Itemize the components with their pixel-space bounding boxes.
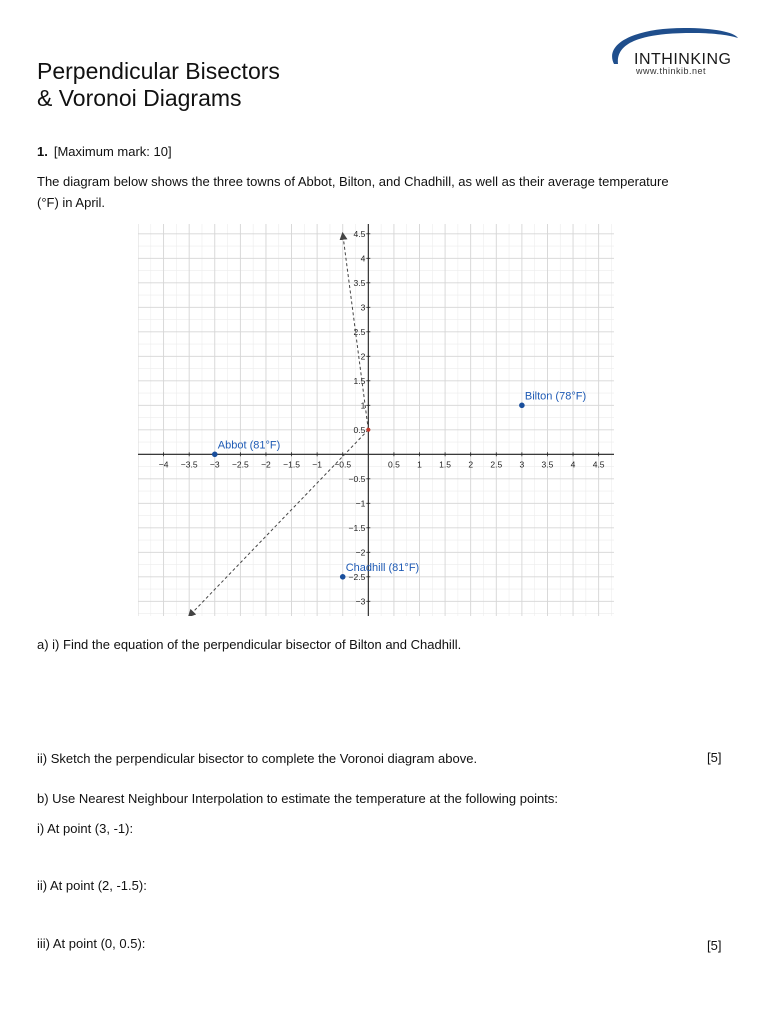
max-mark: [Maximum mark: 10] xyxy=(53,144,172,159)
town-label: Abbot (81°F) xyxy=(217,439,281,452)
x-tick-label: 1 xyxy=(417,459,422,470)
question-number: 1. xyxy=(37,144,48,159)
x-tick-label: −2.5 xyxy=(231,459,249,470)
part-b: b) Use Nearest Neighbour Interpolation to estimate the temperature at the following points: xyxy=(37,791,559,806)
x-tick-label: 3 xyxy=(519,459,525,470)
x-tick-label: 2.5 xyxy=(490,459,503,470)
x-tick-label: −0.5 xyxy=(334,459,352,470)
y-tick-label: 2.5 xyxy=(353,326,366,337)
town-label: Bilton (78°F) xyxy=(524,390,587,403)
y-tick-label: −1 xyxy=(355,498,366,509)
y-tick-label: 3 xyxy=(360,302,366,313)
x-tick-label: 3.5 xyxy=(541,459,554,470)
logo-url: www.thinkib.net xyxy=(636,66,707,76)
x-tick-label: 2 xyxy=(468,459,474,470)
town-point xyxy=(519,403,525,409)
part-a-ii: ii) Sketch the perpendicular bisector to complete the Voronoi diagram above. xyxy=(37,751,478,766)
y-tick-label: 2 xyxy=(360,351,366,362)
y-tick-label: 4 xyxy=(360,253,366,264)
y-tick-label: 3.5 xyxy=(353,277,366,288)
town-label: Chadhill (81°F) xyxy=(345,561,420,574)
town-point xyxy=(212,452,218,458)
x-tick-label: 1.5 xyxy=(439,459,452,470)
x-tick-label: 0.5 xyxy=(387,459,400,470)
y-tick-label: 4.5 xyxy=(353,228,366,239)
y-tick-label: −2 xyxy=(355,547,366,558)
y-tick-label: 0.5 xyxy=(353,424,366,435)
x-tick-label: −1 xyxy=(312,459,322,470)
x-tick-label: −3 xyxy=(209,459,220,470)
x-tick-label: 4 xyxy=(570,459,576,470)
voronoi-graph xyxy=(138,224,614,616)
x-tick-label: −4 xyxy=(158,459,169,470)
y-tick-label: −2.5 xyxy=(348,571,366,582)
title-line-1: Perpendicular Bisectors xyxy=(37,58,280,84)
part-b-marks: [5] xyxy=(707,938,722,953)
inthinking-logo xyxy=(604,24,740,82)
x-tick-label: −2 xyxy=(261,459,271,470)
y-tick-label: 1.5 xyxy=(353,375,366,386)
part-a-marks: [5] xyxy=(707,750,722,765)
part-b-ii: ii) At point (2, -1.5): xyxy=(37,878,147,893)
part-b-iii: iii) At point (0, 0.5): xyxy=(37,936,146,951)
y-tick-label: −1.5 xyxy=(348,522,366,533)
y-tick-label: −0.5 xyxy=(348,473,366,484)
circumcenter-point xyxy=(366,428,370,432)
question-header xyxy=(37,144,172,159)
y-tick-label: 1 xyxy=(360,400,366,411)
town-point xyxy=(340,574,346,580)
y-tick-label: −3 xyxy=(355,596,366,607)
x-tick-label: 4.5 xyxy=(592,459,605,470)
title-line-2: & Voronoi Diagrams xyxy=(37,85,242,111)
logo-text: INTHINKING xyxy=(634,51,732,68)
x-tick-label: −1.5 xyxy=(283,459,300,470)
x-tick-label: −3.5 xyxy=(180,459,198,470)
part-a-i: a) i) Find the equation of the perpendicular bisector of Bilton and Chadhill. xyxy=(37,637,462,652)
page-title xyxy=(37,58,280,112)
part-b-i: i) At point (3, -1): xyxy=(37,821,134,836)
question-intro: The diagram below shows the three towns of Abbot, Bilton, and Chadhill, as well as their average temperature (°F) in April. xyxy=(37,174,669,210)
